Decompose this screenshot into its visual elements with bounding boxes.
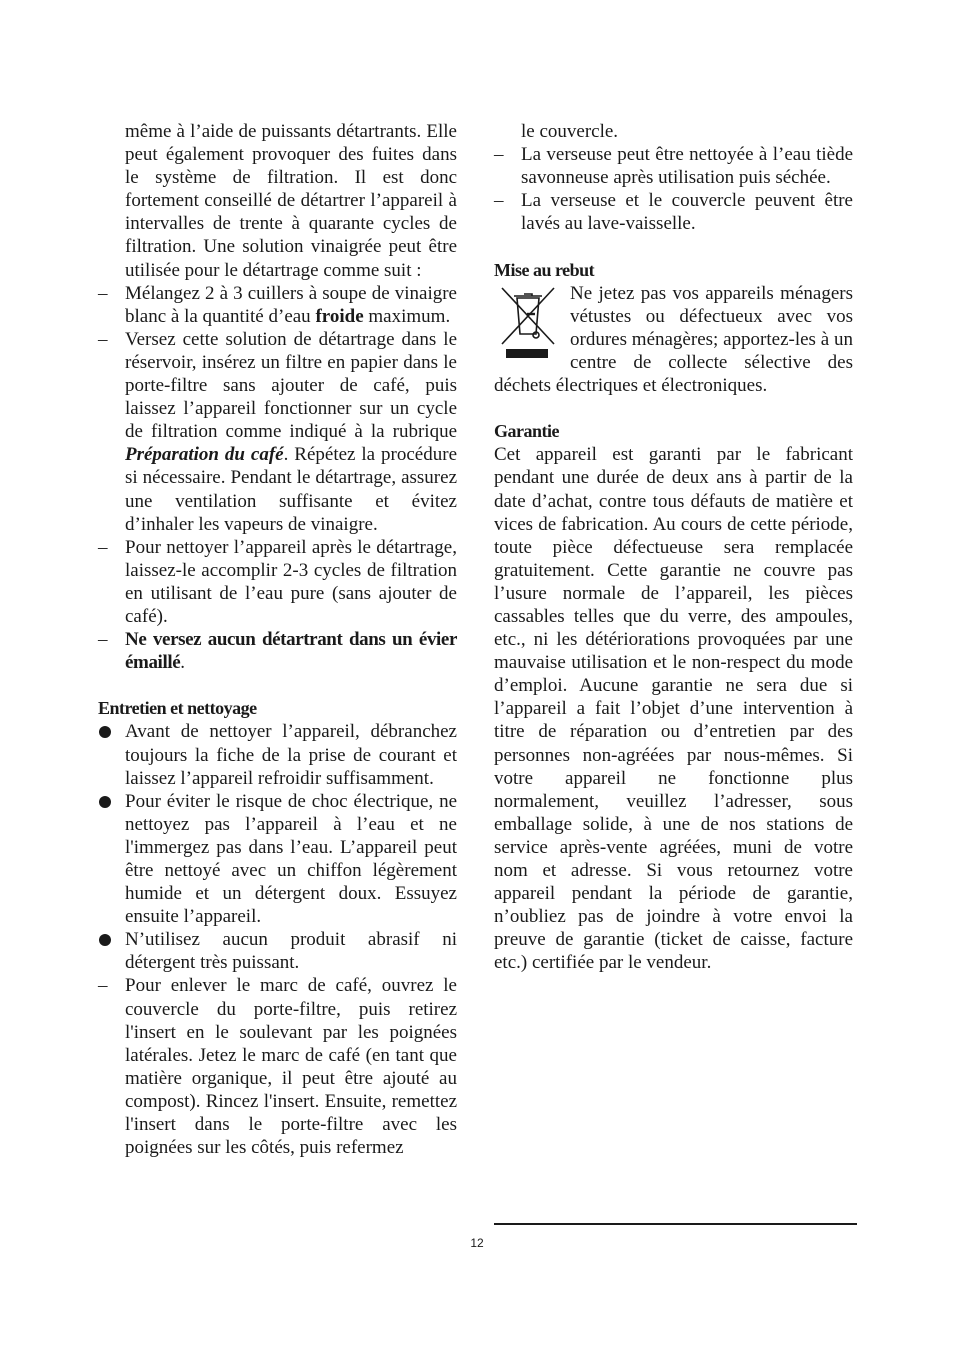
dash-marker: – (98, 975, 108, 997)
text: Pour éviter le risque de choc électrique, ne nettoyez pas l’appareil à l’eau et ne l'immergez pas dans l’eau. L’appareil peut être nettoyé avec un chiffon légèrement humide et un détergent doux. Essuyez ensuite l’appareil. (125, 790, 457, 928)
section-heading: Mise au rebut (494, 259, 595, 280)
page-number: 12 (470, 1236, 484, 1250)
dash-marker: – (98, 536, 108, 558)
dash-marker: – (98, 629, 108, 651)
text: Versez cette solution de détartrage dans le réservoir, insérez un filtre en papier dans le porte-filtre sans ajouter de café, puis laissez l’appareil fonctionner sur un cycle de filtration comme indiqué à la rubrique (125, 328, 457, 443)
section-heading: Garantie (494, 421, 559, 442)
text: La verseuse et le couvercle peuvent être lavés au lave-vaisselle. (521, 190, 853, 235)
text: Ne jetez pas vos appareils ménagers vétustes ou défectueux avec vos ordures ménagères; apportez-les à un centre de collecte sélective des déchets électriques et électroniques. (494, 282, 853, 397)
text: Avant de nettoyer l’appareil, débranchez toujours la fiche de la prise de courant et laissez l’appareil refroidir suffisamment. (125, 721, 457, 789)
left-column (98, 120, 457, 1159)
bullet-icon (99, 934, 111, 946)
list-item (98, 282, 457, 328)
continuation-paragraph (494, 120, 853, 143)
list-item (494, 143, 853, 189)
bullet-item (98, 720, 457, 789)
text: même à l’aide de puissants détartrants. Elle peut également provoquer des fuites dans le système de filtration. Il est donc fortement conseillé de détartrer l’appareil à intervalles de trente à quarante cycles de filtration. Une solution vinaigrée peut être utilisée pour le détartrage comme suit : (125, 121, 457, 281)
warning-text: Ne versez aucun détartrant dans un évier émaillé (125, 629, 457, 674)
bold-text: froide (315, 305, 364, 327)
warranty-paragraph: Cet appareil est garanti par le fabricant pendant une durée de deux ans à partir de la date d’achat, contre tous défauts de matière et vices de fabrication. Au cours de cette période, toute pièce défectueuse sera remplacée gratuitement. Cette garantie ne couvre pas l’usure normale de l’appareil, les pièces cassables telles que du verre, des ampoules, etc., ni les détériorations provoquées par une mauvaise utilisation et le non-respect du mode d’emploi. Aucune garantie ne sera due si l’appareil a fait l’objet d’une intervention à titre de réparation ou d’entretien par des personnes non-agréées par nous-mêmes. Si votre appareil ne fonctionne plus normalement, veuillez l’adresser, sous emballage solide, à une de nos stations de service après-vente agréées, muni de votre nom et adresse. Si vous retournez votre appareil pendant la période de garantie, n’oubliez pas de joindre à votre envoi la preuve de garantie (ticket de caisse, facture etc.) certifiée par le vendeur. (494, 444, 853, 974)
bullet-item (98, 928, 457, 974)
text: Pour nettoyer l’appareil après le détartrage, laissez-le accomplir 2-3 cycles de filtration en utilisant de l’eau pure (sans ajouter de café). (125, 536, 457, 627)
list-item (98, 628, 457, 674)
disposal-paragraph (494, 282, 853, 397)
intro-paragraph (98, 120, 457, 282)
crossed-out-wheelie-bin-icon (494, 282, 570, 374)
text: . (180, 652, 185, 674)
text: le couvercle. (521, 121, 619, 142)
weee-bar (506, 349, 548, 358)
text: Pour enlever le marc de café, ouvrez le couvercle du porte-filtre, puis retirez l'insert en le soulevant par les poignées latérales. Jetez le marc de café (en tant que matière organique, il peut être ajouté au compost). Rincez l'insert. Ensuite, remettez l'insert dans le porte-filtre avec les poignées sur les côtés, puis refermez (125, 975, 457, 1159)
footer-rule (494, 1223, 857, 1225)
section-reference: Préparation du café (125, 444, 284, 466)
bullet-item (98, 790, 457, 929)
dash-marker: – (98, 328, 108, 350)
text: Mélangez 2 à 3 cuillers à soupe de vinaigre blanc à la quantité d’eau (125, 282, 457, 327)
text: N’utilisez aucun produit abrasif ni détergent très puissant. (125, 929, 457, 974)
list-item (494, 189, 853, 235)
dash-marker: – (98, 282, 108, 304)
list-item (98, 328, 457, 536)
bullet-icon (99, 726, 111, 738)
list-item (98, 536, 457, 628)
bullet-icon (99, 796, 111, 808)
list-item (98, 974, 457, 1159)
dash-marker: – (494, 144, 504, 166)
section-heading: Entretien et nettoyage (98, 698, 257, 719)
text: La verseuse peut être nettoyée à l’eau tiède savonneuse après utilisation puis séchée. (521, 144, 853, 189)
dash-marker: – (494, 190, 504, 212)
right-column (494, 120, 853, 974)
text: . Répétez la procédure si nécessaire. Pendant le détartrage, assurez une ventilation suffisante et évitez d’inhaler les vapeurs de vinaigre. (125, 444, 457, 535)
text: maximum. (363, 305, 451, 327)
